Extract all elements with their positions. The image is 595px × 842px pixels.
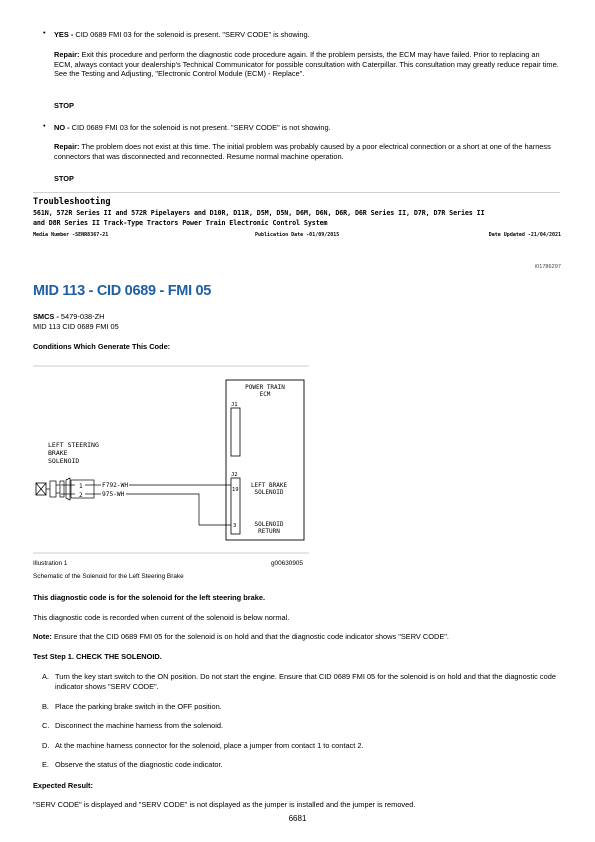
publication-date: Publication Date -01/09/2015 (255, 232, 340, 238)
subtitle: MID 113 CID 0689 FMI 05 (33, 322, 119, 331)
no-text: CID 0689 FMI 03 for the solenoid is not present. "SERV CODE" is not showing. (69, 123, 331, 132)
yes-repair (54, 50, 559, 79)
smcs-line (33, 312, 104, 322)
j1-connector (231, 408, 240, 456)
media-number: Media Number -SENR8367-21 (33, 232, 109, 238)
j2-label: J2 (231, 472, 238, 478)
note-text: Ensure that the CID 0689 FMI 05 for the solenoid is on hold and that the diagnostic code indicator shows "SERV CODE". (51, 632, 449, 641)
expected-heading: Expected Result: (33, 781, 93, 790)
solenoid-symbol (36, 481, 64, 497)
schematic-diagram (33, 360, 313, 560)
date-updated: Date Updated -21/04/2021 (488, 232, 561, 238)
yes-label: YES - (54, 30, 74, 39)
illustration-code: g00630905 (271, 560, 303, 567)
pin2-label: 2 (79, 492, 83, 499)
models-line-2: and D8R Series II Track-Type Tractors Power Train Electronic Control System (33, 219, 328, 227)
smcs-label: SMCS - (33, 312, 59, 321)
page-number: 6681 (288, 814, 307, 823)
solenoid-label-3: SOLENOID (48, 457, 80, 465)
yes-lead (54, 30, 559, 40)
section-divider (33, 192, 560, 193)
step-d-text: At the machine harness connector for the solenoid, place a jumper from contact 1 to contact 2. (55, 741, 364, 750)
wire-2-run (126, 494, 231, 525)
return-label-1: SOLENOID (254, 521, 284, 528)
step-d-letter: D. (42, 741, 50, 750)
step-a-letter: A. (42, 672, 49, 681)
smcs-value: 5479-038-ZH (58, 312, 105, 321)
yes-repair-label: Repair: (54, 50, 80, 59)
ecm-label-1: POWER TRAIN (245, 384, 285, 391)
pin1-label: 1 (79, 483, 83, 490)
conditions-heading: Conditions Which Generate This Code: (33, 342, 171, 351)
step-c-letter: C. (42, 721, 50, 730)
no-repair-text: The problem does not exist at this time. The initial problem was probably caused by a poor electrical connection or a short at one of the harness connectors that was disconnected and reconnected. Resume normal machine operation. (54, 142, 551, 161)
diag-heading: This diagnostic code is for the solenoid for the left steering brake. (33, 593, 266, 602)
doc-id: i01786297 (534, 264, 561, 270)
illustration-label: Illustration 1 (33, 560, 68, 567)
ecm-box (226, 380, 304, 540)
test-step-heading: Test Step 1. CHECK THE SOLENOID. (33, 652, 162, 661)
no-label: NO - (54, 123, 70, 132)
yes-stop: STOP (54, 101, 74, 110)
wire-2-label: 975-WH (102, 491, 125, 498)
no-repair-label: Repair: (54, 142, 80, 151)
pin19-label: 19 (232, 487, 239, 493)
no-stop: STOP (54, 174, 74, 183)
section-heading: Troubleshooting (33, 197, 111, 207)
solenoid-label-1: LEFT STEERING (48, 441, 99, 449)
step-a-text: Turn the key start switch to the ON position. Do not start the engine. Ensure that CID 0689 FMI 05 for the solenoid is on hold and that the diagnostic code indicator shows "SERV CODE". (55, 672, 556, 691)
step-e-letter: E. (42, 760, 49, 769)
ecm-label-2: ECM (259, 391, 271, 398)
step-b-text: Place the parking brake switch in the OFF position. (55, 702, 222, 711)
page-title: MID 113 - CID 0689 - FMI 05 (33, 283, 212, 299)
step-e-text: Observe the status of the diagnostic code indicator. (55, 760, 223, 769)
yes-repair-text: Exit this procedure and perform the diagnostic code procedure again. If the problem persists, the ECM may have failed. Prior to replacing an ECM, always contact your dealership's Technical Communicator for possible consultation with Caterpillar. This consultation may greatly reduce repair time. See the Testing and Adjusting, "Electronic Control Module (ECM) - Replace". (54, 50, 559, 79)
expected-text: "SERV CODE" is displayed and "SERV CODE" is not displayed as the jumper is installed and the jumper is removed. (33, 800, 416, 809)
bullet-yes: • (43, 28, 46, 37)
solenoid-label-2: BRAKE (48, 449, 68, 457)
left-brake-label-2: SOLENOID (254, 489, 284, 496)
no-repair (54, 142, 559, 161)
left-brake-label-1: LEFT BRAKE (250, 482, 288, 489)
step-c-text: Disconnect the machine harness from the solenoid. (55, 721, 224, 730)
yes-text: CID 0689 FMI 03 for the solenoid is present. "SERV CODE" is showing. (73, 30, 310, 39)
j1-label: J1 (231, 402, 238, 408)
note (33, 632, 560, 642)
step-b-letter: B. (42, 702, 49, 711)
return-label-2: RETURN (258, 528, 280, 535)
wire-1-label: F792-WH (102, 482, 129, 489)
note-label: Note: (33, 632, 52, 641)
bullet-no: • (43, 121, 46, 130)
pin3-label: 3 (233, 523, 237, 529)
no-lead (54, 123, 559, 133)
illustration-caption: Schematic of the Solenoid for the Left Steering Brake (33, 573, 184, 580)
diag-text: This diagnostic code is recorded when current of the solenoid is below normal. (33, 613, 290, 622)
models-line-1: 561N, 572R Series II and 572R Pipelayers and D10R, D11R, D5M, D5N, D6M, D6N, D6R, D6R Series II, D7R, D7R Series II (33, 209, 485, 217)
